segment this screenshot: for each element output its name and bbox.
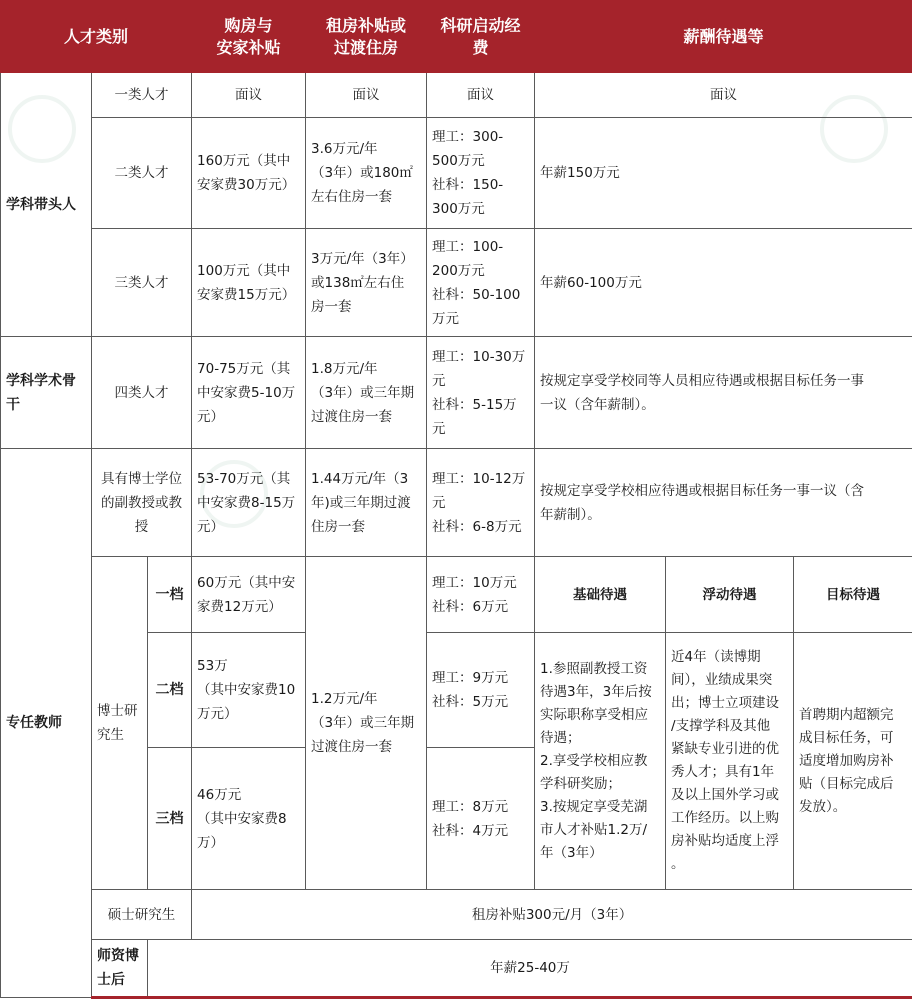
tier-name: 具有博士学位 的副教授或教 授 [92,449,192,557]
table-row [1,229,912,337]
fund-value: 理工：8万元 社科：4万元 [427,748,535,890]
salary-value: 年薪60-100万元 [535,229,912,337]
phd-label: 博士研 究生 [92,557,148,890]
tier-name: 四类人才 [92,337,192,449]
table-row [1,73,912,118]
tier-name: 一类人才 [92,73,192,118]
header-salary: 薪酬待遇等 [535,1,912,73]
housing-value: 60万元（其中安 家费12万元） [192,557,306,633]
category-teacher: 专任教师 [1,449,92,998]
table-row [1,449,912,557]
header-category: 人才类别 [1,1,192,73]
salary-value: 按规定享受学校同等人员相应待遇或根据目标任务一事 一议（含年薪制）。 [535,337,912,449]
tier-name: 硕士研究生 [92,890,192,940]
salary-value: 按规定享受学校相应待遇或根据目标任务一事一议（含 年薪制）。 [535,449,912,557]
target-benefit-title: 目标待遇 [794,557,912,633]
fund-value: 理工：300- 500万元 社科：150- 300万元 [427,118,535,229]
housing-value: 53-70万元（其 中安家费8-15万 元） [192,449,306,557]
tier-name: 三档 [148,748,192,890]
housing-value: 46万元 （其中安家费8 万） [192,748,306,890]
fund-value: 理工：100- 200万元 社科：50-100 万元 [427,229,535,337]
salary-value: 面议 [535,73,912,118]
table-row [1,890,912,940]
header-row [1,1,912,73]
housing-value: 面议 [192,73,306,118]
category-postdoc: 师资博士后 [92,940,148,998]
rent-value: 3万元/年（3年） 或138㎡左右住 房一套 [306,229,427,337]
housing-value: 100万元（其中 安家费15万元） [192,229,306,337]
basic-benefit-title: 基础待遇 [535,557,666,633]
housing-value: 53万 （其中安家费10 万元） [192,633,306,748]
rent-value: 1.8万元/年 （3年）或三年期 过渡住房一套 [306,337,427,449]
basic-benefit-text: 1.参照副教授工资 待遇3年，3年后按 实际职称享受相应 待遇； 2.享受学校相应教 学科研奖励； 3.按规定享受芜湖 市人才补贴1.2万/ 年（3年） [535,633,666,890]
tier-name: 一档 [148,557,192,633]
category-backbone: 学科学术骨 干 [1,337,92,449]
fund-value: 理工：10万元 社科：6万元 [427,557,535,633]
float-benefit-title: 浮动待遇 [666,557,794,633]
tier-name: 二档 [148,633,192,748]
rent-value: 面议 [306,73,427,118]
salary-value: 年薪150万元 [535,118,912,229]
rent-value: 1.44万元/年（3 年)或三年期过渡 住房一套 [306,449,427,557]
rent-value: 3.6万元/年 （3年）或180㎡ 左右住房一套 [306,118,427,229]
housing-value: 70-75万元（其 中安家费5-10万 元） [192,337,306,449]
fund-value: 理工：10-12万 元 社科：6-8万元 [427,449,535,557]
header-rent-subsidy: 租房补贴或 过渡住房 [306,1,427,73]
postdoc-value: 年薪25-40万 [148,940,912,998]
housing-value: 160万元（其中 安家费30万元） [192,118,306,229]
fund-value: 面议 [427,73,535,118]
rent-value: 1.2万元/年 （3年）或三年期 过渡住房一套 [306,557,427,890]
tier-name: 二类人才 [92,118,192,229]
header-research-fund: 科研启动经 费 [427,1,535,73]
category-leader: 学科带头人 [1,73,92,337]
table-row [1,118,912,229]
table-row [1,940,912,998]
target-benefit-text: 首聘期内超额完 成目标任务，可 适度增加购房补 贴（目标完成后 发放）。 [794,633,912,890]
fund-value: 理工：9万元 社科：5万元 [427,633,535,748]
header-housing-subsidy: 购房与 安家补贴 [192,1,306,73]
fund-value: 理工：10-30万 元 社科：5-15万 元 [427,337,535,449]
table-row [1,557,912,633]
tier-name: 三类人才 [92,229,192,337]
float-benefit-text: 近4年（读博期 间），业绩成果突 出；博士立项建设 /支撑学科及其他 紧缺专业引进的优 秀人才；具有1年 及以上国外学习或 工作经历。以上购 房补贴均适度上浮 。 [666,633,794,890]
master-value: 租房补贴300元/月（3年） [192,890,912,940]
table-row [1,337,912,449]
